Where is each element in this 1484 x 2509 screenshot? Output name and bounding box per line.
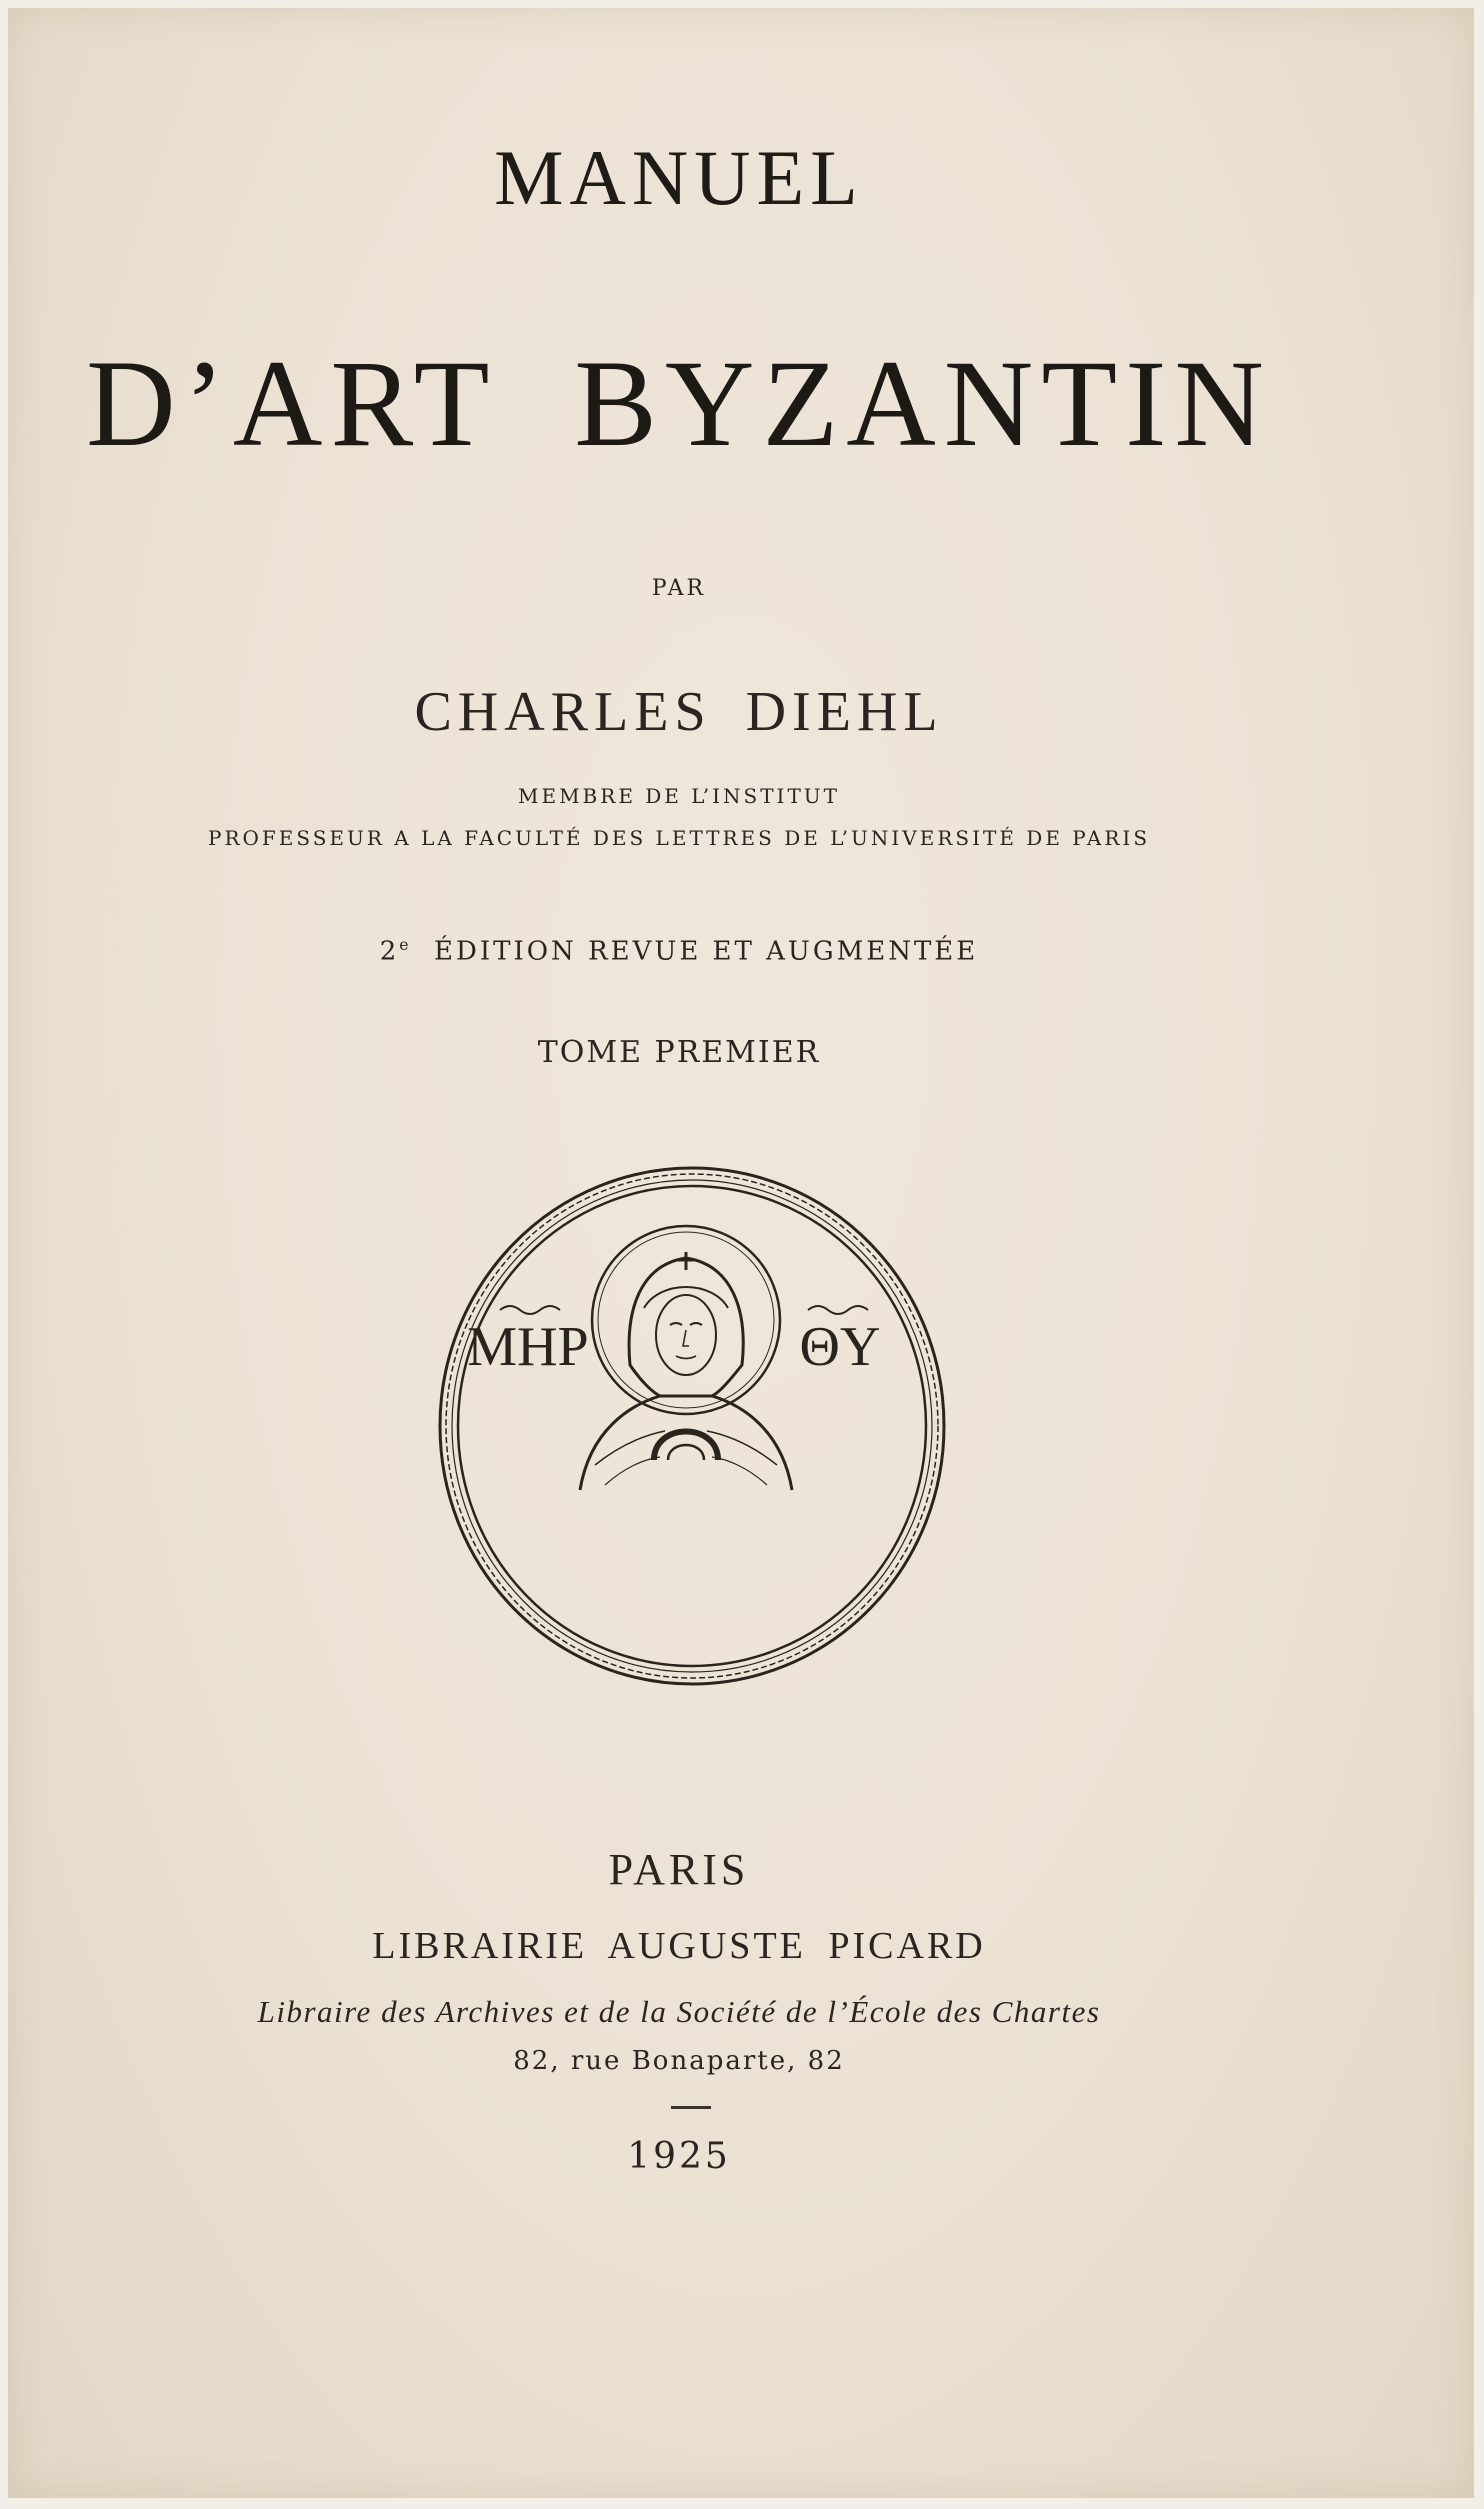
title-line-manuel: MANUEL <box>494 134 864 221</box>
imprint-libraire-line: Libraire des Archives et de la Société de l’École des Chartes <box>257 1994 1101 2029</box>
inscription-right: ΘY <box>799 1316 881 1378</box>
inscription-left: MHP <box>467 1316 589 1378</box>
imprint-address: 82, rue Bonaparte, 82 <box>513 2046 845 2076</box>
imprint-publisher: LIBRAIRIE AUGUSTE PICARD <box>372 1925 986 1967</box>
edition-text: ÉDITION REVUE ET AUGMENTÉE <box>434 936 979 967</box>
author-title-institute: MEMBRE DE L’INSTITUT <box>518 784 840 808</box>
imprint-year: 1925 <box>627 2136 731 2177</box>
imprint-city: PARIS <box>608 1845 750 1894</box>
edition-number: 2 <box>379 936 400 967</box>
title-line-main: D’ART BYZANTIN <box>86 335 1272 472</box>
volume-label: TOME PREMIER <box>537 1035 821 1070</box>
divider-rule <box>671 2106 711 2109</box>
edition-line <box>0 936 1412 967</box>
title-page <box>8 8 1474 2498</box>
edition-superscript: e <box>399 936 412 954</box>
virgin-medallion-icon <box>430 1160 950 1690</box>
author-title-professor: PROFESSEUR A LA FACULTÉ DES LETTRES DE L’UNIVERSITÉ DE PARIS <box>207 826 1151 850</box>
by-label: PAR <box>651 576 707 601</box>
author-name: CHARLES DIEHL <box>414 681 944 743</box>
